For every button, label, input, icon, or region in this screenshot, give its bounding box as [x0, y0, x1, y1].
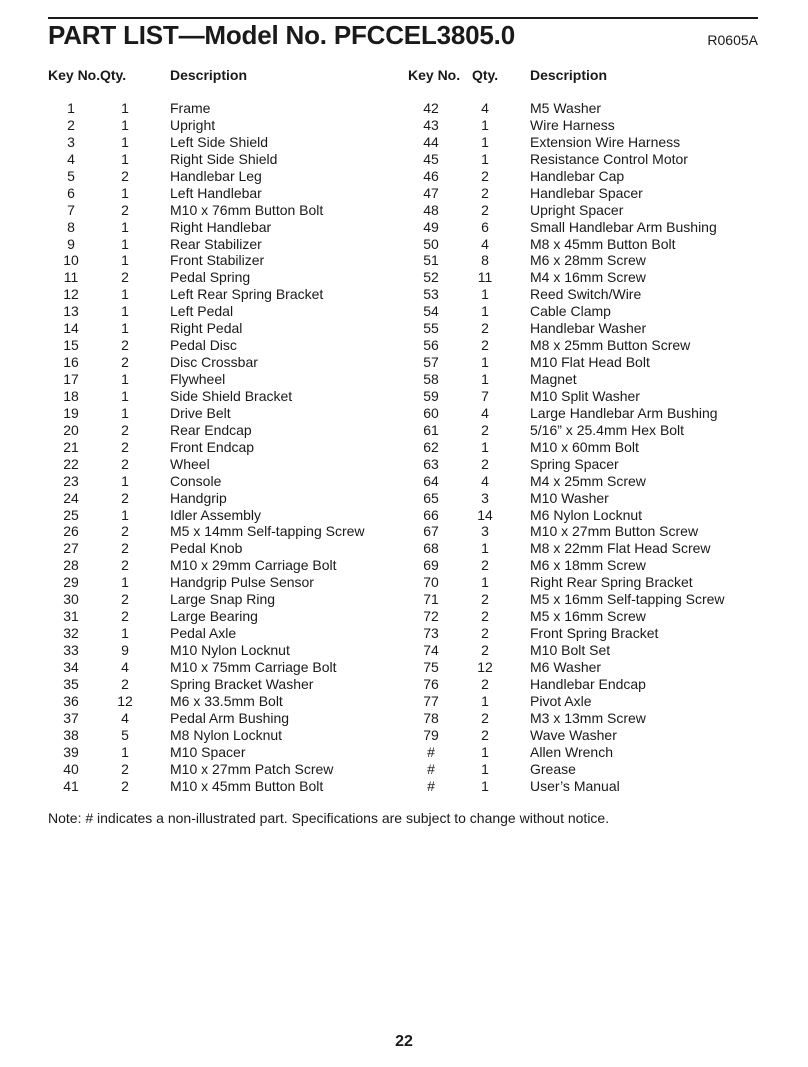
part-quantity: 3 — [481, 523, 489, 540]
part-key-number: 30 — [63, 591, 79, 608]
part-quantity: 2 — [121, 201, 129, 218]
part-quantity: 2 — [481, 675, 489, 692]
part-description: 5/16” x 25.4mm Hex Bolt — [530, 421, 685, 438]
part-key-number: 7 — [67, 201, 75, 218]
part-key-number: 73 — [423, 625, 439, 642]
part-description: Idler Assembly — [170, 506, 262, 523]
part-quantity: 1 — [121, 286, 129, 303]
part-key-number: 19 — [63, 404, 79, 421]
part-quantity: 2 — [121, 675, 129, 692]
part-description: Magnet — [530, 371, 577, 387]
part-key-number: 57 — [423, 354, 439, 371]
part-description: Large Handlebar Arm Bushing — [530, 404, 718, 421]
part-key-number: 34 — [63, 658, 79, 675]
part-key-number: 49 — [423, 218, 439, 235]
part-key-number: # — [427, 760, 435, 777]
part-description: Right Side Shield — [170, 150, 278, 167]
part-description: M4 x 25mm Screw — [530, 472, 646, 489]
part-key-number: 69 — [423, 557, 439, 574]
part-quantity: 1 — [481, 540, 489, 557]
part-key-number: 79 — [423, 726, 439, 743]
part-description: Frame — [170, 100, 211, 116]
part-description: M10 x 45mm Button Bolt — [170, 777, 324, 794]
part-description: Side Shield Bracket — [170, 387, 293, 404]
part-quantity: 12 — [117, 692, 133, 709]
part-key-number: 63 — [423, 455, 439, 472]
part-description: M10 Flat Head Bolt — [530, 354, 650, 371]
part-key-number: 64 — [423, 472, 439, 489]
part-key-number: 40 — [63, 760, 79, 777]
part-quantity: 1 — [121, 743, 129, 760]
part-key-number: 72 — [423, 608, 439, 625]
part-quantity: 2 — [481, 337, 489, 354]
part-quantity: 1 — [121, 303, 129, 320]
part-description: Extension Wire Harness — [530, 133, 681, 150]
part-key-number: 26 — [63, 523, 79, 540]
part-description: Left Rear Spring Bracket — [170, 286, 324, 303]
part-key-number: 51 — [423, 252, 439, 269]
part-key-number: 50 — [423, 235, 439, 252]
column-header-description-left: Description — [170, 67, 248, 83]
part-quantity: 2 — [481, 642, 489, 658]
part-key-number: 42 — [423, 100, 439, 116]
part-description: Handlebar Spacer — [530, 184, 643, 201]
part-quantity: 1 — [121, 100, 129, 116]
part-key-number: 2 — [67, 116, 75, 133]
part-key-number: 15 — [63, 337, 79, 354]
part-quantity: 2 — [481, 557, 489, 574]
part-quantity: 1 — [121, 184, 129, 201]
part-description: Pedal Knob — [170, 540, 243, 557]
part-quantity: 1 — [121, 506, 129, 523]
part-quantity: 12 — [477, 658, 493, 675]
part-description: M5 Washer — [530, 100, 602, 116]
part-quantity: 1 — [481, 760, 489, 777]
part-description: Front Spring Bracket — [530, 625, 659, 642]
part-key-number: 70 — [423, 574, 439, 591]
part-key-number: 27 — [63, 540, 79, 557]
part-description: Right Rear Spring Bracket — [530, 574, 693, 591]
part-description: Reed Switch/Wire — [530, 286, 642, 303]
part-quantity: 2 — [481, 709, 489, 726]
part-key-number: 22 — [63, 455, 79, 472]
part-description: Disc Crossbar — [170, 354, 258, 371]
part-description: M6 x 18mm Screw — [530, 557, 646, 574]
part-description: Cable Clamp — [530, 303, 611, 320]
part-quantity: 4 — [481, 472, 489, 489]
part-key-number: 78 — [423, 709, 439, 726]
part-quantity: 1 — [121, 625, 129, 642]
part-key-number: 3 — [67, 133, 75, 150]
part-key-number: 61 — [423, 421, 439, 438]
part-quantity: 2 — [481, 455, 489, 472]
part-description: M5 x 16mm Screw — [530, 608, 646, 625]
part-quantity: 1 — [121, 218, 129, 235]
part-description: Flywheel — [170, 371, 226, 387]
column-header-description-right: Description — [530, 67, 608, 83]
part-description: Upright — [170, 116, 216, 133]
part-key-number: 23 — [63, 472, 79, 489]
part-key-number: 62 — [423, 438, 439, 455]
page-number: 22 — [395, 1033, 413, 1050]
part-quantity: 1 — [121, 150, 129, 167]
part-quantity: 4 — [481, 235, 489, 252]
part-description: M10 Spacer — [170, 743, 246, 760]
part-quantity: 2 — [121, 167, 129, 184]
part-quantity: 1 — [481, 743, 489, 760]
part-key-number: 11 — [63, 269, 79, 286]
part-key-number: 33 — [63, 642, 79, 658]
column-header-qty-right: Qty. — [472, 67, 499, 83]
part-description: M6 x 33.5mm Bolt — [170, 692, 283, 709]
part-quantity: 1 — [121, 235, 129, 252]
part-key-number: 20 — [63, 421, 79, 438]
part-key-number: 29 — [63, 574, 79, 591]
part-description: Small Handlebar Arm Bushing — [530, 218, 717, 235]
part-description: Left Handlebar — [170, 184, 262, 201]
part-quantity: 1 — [121, 133, 129, 150]
part-description: Drive Belt — [170, 404, 231, 421]
part-description: M10 x 27mm Button Screw — [530, 523, 699, 540]
part-quantity: 9 — [121, 642, 129, 658]
part-description: M4 x 16mm Screw — [530, 269, 646, 286]
part-description: Rear Stabilizer — [170, 235, 262, 252]
part-quantity: 4 — [121, 709, 129, 726]
part-description: Pedal Disc — [170, 337, 237, 354]
part-quantity: 2 — [121, 489, 129, 506]
part-quantity: 1 — [481, 150, 489, 167]
part-key-number: 17 — [63, 371, 79, 387]
part-quantity: 2 — [481, 608, 489, 625]
part-key-number: 59 — [423, 387, 439, 404]
part-key-number: 71 — [423, 591, 439, 608]
part-description: M10 x 60mm Bolt — [530, 438, 639, 455]
part-quantity: 2 — [121, 557, 129, 574]
part-description: Left Pedal — [170, 303, 234, 320]
part-quantity: 6 — [481, 218, 489, 235]
part-key-number: 21 — [63, 438, 79, 455]
part-description: Right Handlebar — [170, 218, 272, 235]
part-key-number: 60 — [423, 404, 439, 421]
part-quantity: 1 — [121, 371, 129, 387]
part-key-number: 32 — [63, 625, 79, 642]
part-key-number: 41 — [63, 777, 79, 794]
part-quantity: 2 — [121, 540, 129, 557]
part-key-number: # — [427, 743, 435, 760]
part-quantity: 2 — [121, 760, 129, 777]
column-header-qty-left: Qty. — [100, 67, 127, 83]
part-description: Wave Washer — [530, 726, 617, 743]
part-description: Allen Wrench — [530, 743, 614, 760]
part-quantity: 2 — [481, 167, 489, 184]
document-code: R0605A — [707, 32, 758, 48]
part-quantity: 2 — [481, 421, 489, 438]
part-key-number: 38 — [63, 726, 79, 743]
part-description: Front Stabilizer — [170, 252, 265, 269]
page-title: PART LIST—Model No. PFCCEL3805.0 — [48, 20, 515, 50]
part-key-number: 37 — [63, 709, 79, 726]
part-quantity: 7 — [481, 387, 489, 404]
part-description: M3 x 13mm Screw — [530, 709, 646, 726]
part-quantity: 1 — [481, 116, 489, 133]
part-quantity: 2 — [481, 591, 489, 608]
part-key-number: 5 — [67, 167, 75, 184]
part-key-number: 18 — [63, 387, 79, 404]
part-description: Pivot Axle — [530, 692, 592, 709]
part-quantity: 1 — [121, 387, 129, 404]
part-description: M10 Washer — [530, 489, 609, 506]
part-quantity: 2 — [121, 354, 129, 371]
part-description: Resistance Control Motor — [530, 150, 688, 167]
part-key-number: 24 — [63, 489, 79, 506]
part-quantity: 1 — [121, 404, 129, 421]
part-key-number: 55 — [423, 320, 439, 337]
part-quantity: 5 — [121, 726, 129, 743]
part-description: M5 x 14mm Self-tapping Screw — [170, 523, 365, 540]
part-quantity: 2 — [121, 777, 129, 794]
part-key-number: 76 — [423, 675, 439, 692]
part-quantity: 1 — [481, 692, 489, 709]
part-key-number: 6 — [67, 184, 75, 201]
part-key-number: # — [427, 777, 435, 794]
part-description: Handlebar Cap — [530, 167, 625, 184]
part-key-number: 66 — [423, 506, 439, 523]
part-quantity: 3 — [481, 489, 489, 506]
part-description: Handlebar Washer — [530, 320, 647, 337]
part-quantity: 4 — [481, 404, 489, 421]
part-quantity: 1 — [481, 303, 489, 320]
part-description: Left Side Shield — [170, 133, 269, 150]
part-key-number: 28 — [63, 557, 79, 574]
part-description: Spring Spacer — [530, 455, 619, 472]
part-key-number: 36 — [63, 692, 79, 709]
part-quantity: 1 — [121, 116, 129, 133]
part-description: M8 x 45mm Button Bolt — [530, 235, 676, 252]
part-description: M6 x 28mm Screw — [530, 252, 646, 269]
part-key-number: 16 — [63, 354, 79, 371]
part-key-number: 56 — [423, 337, 439, 354]
part-key-number: 54 — [423, 303, 439, 320]
part-description: Handgrip Pulse Sensor — [170, 574, 314, 591]
part-description: Front Endcap — [170, 438, 255, 455]
part-description: M10 Nylon Locknut — [170, 642, 290, 658]
part-key-number: 10 — [63, 252, 79, 269]
part-key-number: 43 — [423, 116, 439, 133]
part-description: Pedal Axle — [170, 625, 237, 642]
part-description: Rear Endcap — [170, 421, 252, 438]
part-quantity: 4 — [121, 658, 129, 675]
part-key-number: 45 — [423, 150, 439, 167]
part-description: Wheel — [170, 455, 210, 472]
part-key-number: 4 — [67, 150, 75, 167]
part-quantity: 2 — [121, 438, 129, 455]
part-quantity: 2 — [121, 337, 129, 354]
part-key-number: 46 — [423, 167, 439, 184]
part-description: M6 Washer — [530, 658, 602, 675]
part-quantity: 1 — [121, 320, 129, 337]
part-quantity: 2 — [481, 201, 489, 218]
part-quantity: 1 — [481, 371, 489, 387]
part-key-number: 39 — [63, 743, 79, 760]
part-description: M8 Nylon Locknut — [170, 726, 283, 743]
title-rule — [48, 17, 758, 19]
part-quantity: 1 — [121, 574, 129, 591]
part-quantity: 2 — [481, 726, 489, 743]
part-description: M6 Nylon Locknut — [530, 506, 643, 523]
part-quantity: 11 — [477, 269, 493, 286]
part-key-number: 13 — [63, 303, 79, 320]
part-quantity: 1 — [121, 472, 129, 489]
part-key-number: 58 — [423, 371, 439, 387]
part-description: Large Bearing — [170, 608, 258, 625]
part-quantity: 2 — [481, 184, 489, 201]
part-key-number: 31 — [63, 608, 79, 625]
part-key-number: 47 — [423, 184, 439, 201]
part-key-number: 52 — [423, 269, 439, 286]
part-quantity: 1 — [481, 574, 489, 591]
part-description: Right Pedal — [170, 320, 243, 337]
part-description: M10 Bolt Set — [530, 642, 611, 658]
part-quantity: 2 — [121, 591, 129, 608]
part-quantity: 4 — [481, 100, 489, 116]
part-description: Upright Spacer — [530, 201, 624, 218]
part-description: User’s Manual — [530, 777, 620, 794]
part-quantity: 8 — [481, 252, 489, 269]
part-key-number: 25 — [63, 506, 79, 523]
part-description: M10 Split Washer — [530, 387, 640, 404]
part-quantity: 14 — [477, 506, 493, 523]
part-key-number: 44 — [423, 133, 439, 150]
part-description: Handlebar Leg — [170, 167, 262, 184]
column-header-key-left: Key No. — [48, 67, 101, 83]
part-key-number: 67 — [423, 523, 439, 540]
part-quantity: 1 — [481, 777, 489, 794]
part-quantity: 2 — [121, 421, 129, 438]
part-description: M10 x 76mm Button Bolt — [170, 201, 324, 218]
part-key-number: 14 — [63, 320, 79, 337]
part-quantity: 2 — [481, 320, 489, 337]
part-quantity: 2 — [121, 269, 129, 286]
part-description: Spring Bracket Washer — [170, 675, 314, 692]
part-description: Wire Harness — [530, 116, 615, 133]
part-key-number: 1 — [67, 100, 75, 116]
footnote: Note: # indicates a non-illustrated part. Specifications are subject to change without notice. — [48, 810, 610, 826]
part-quantity: 1 — [481, 438, 489, 455]
part-description: Handlebar Endcap — [530, 675, 646, 692]
part-description: M8 x 22mm Flat Head Screw — [530, 540, 711, 557]
part-description: Console — [170, 472, 222, 489]
part-quantity: 2 — [121, 455, 129, 472]
part-key-number: 75 — [423, 658, 439, 675]
part-key-number: 68 — [423, 540, 439, 557]
part-key-number: 65 — [423, 489, 439, 506]
part-description: Grease — [530, 760, 576, 777]
part-key-number: 9 — [67, 235, 75, 252]
part-quantity: 1 — [481, 286, 489, 303]
part-description: Large Snap Ring — [170, 591, 276, 608]
part-description: M8 x 25mm Button Screw — [530, 337, 691, 354]
part-quantity: 1 — [481, 354, 489, 371]
part-key-number: 74 — [423, 642, 439, 658]
part-description: M10 x 29mm Carriage Bolt — [170, 557, 337, 574]
part-description: M10 x 75mm Carriage Bolt — [170, 658, 337, 675]
part-description: Pedal Arm Bushing — [170, 709, 290, 726]
part-key-number: 53 — [423, 286, 439, 303]
part-quantity: 2 — [481, 625, 489, 642]
part-description: Pedal Spring — [170, 269, 251, 286]
part-key-number: 48 — [423, 201, 439, 218]
column-header-key-right: Key No. — [408, 67, 461, 83]
part-key-number: 77 — [423, 692, 439, 709]
part-quantity: 1 — [481, 133, 489, 150]
part-key-number: 35 — [63, 675, 79, 692]
part-key-number: 12 — [63, 286, 79, 303]
part-key-number: 8 — [67, 218, 75, 235]
part-description: M5 x 16mm Self-tapping Screw — [530, 591, 725, 608]
part-quantity: 1 — [121, 252, 129, 269]
part-quantity: 2 — [121, 523, 129, 540]
part-description: Handgrip — [170, 489, 227, 506]
part-description: M10 x 27mm Patch Screw — [170, 760, 334, 777]
part-quantity: 2 — [121, 608, 129, 625]
